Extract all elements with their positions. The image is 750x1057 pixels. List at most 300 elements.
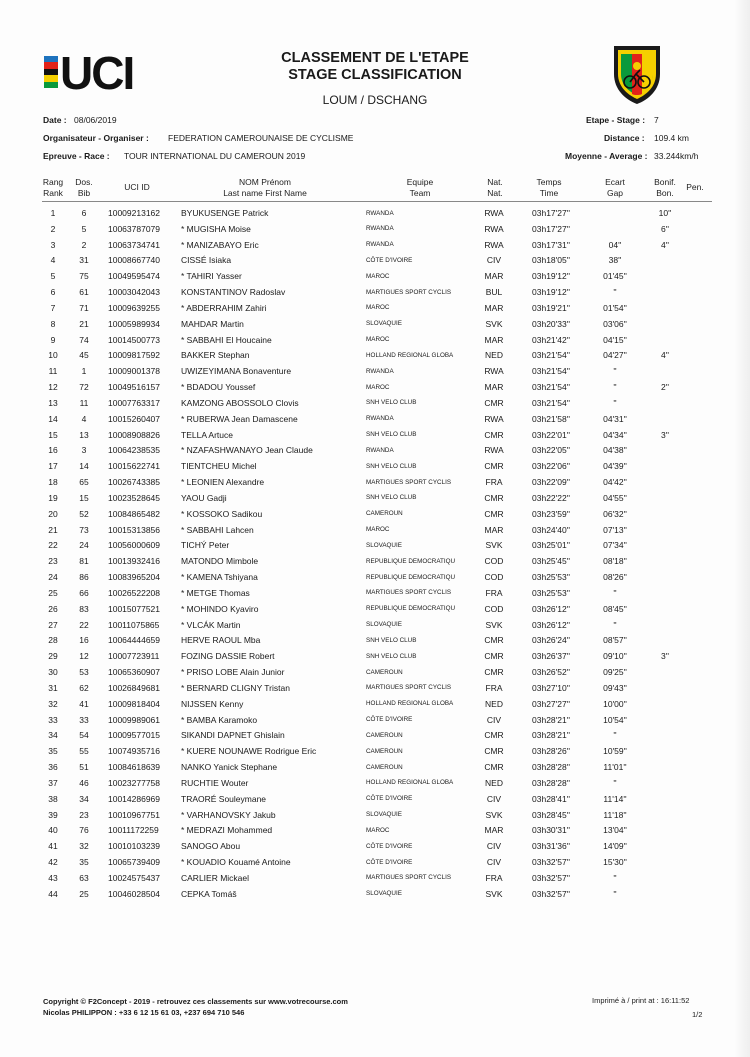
rider-name-cell: * KUERE NOUNAWE Rodrigue Eric <box>181 746 317 757</box>
time-cell: 03h22'01'' <box>532 429 570 440</box>
bib-cell: 81 <box>79 556 89 567</box>
time-cell: 03h22'22'' <box>532 492 570 503</box>
rank-cell: 2 <box>50 223 56 234</box>
time-cell: 03h17'27'' <box>532 208 570 218</box>
time-cell: 03h21'54'' <box>532 397 570 408</box>
gap-cell: 03'06'' <box>603 318 627 329</box>
time-cell: 03h27'10'' <box>532 682 570 693</box>
rider-name-cell: * RUBERWA Jean Damascene <box>181 413 298 424</box>
rank-cell: 3 <box>50 239 56 250</box>
rider-name-cell: RUCHTIE Wouter <box>181 777 249 788</box>
team-cell: SLOVAQUIE <box>366 811 402 819</box>
nationality-cell: RWA <box>484 208 504 218</box>
table-row <box>0 523 750 539</box>
time-cell: 03h18'05'' <box>532 255 570 266</box>
gap-cell: 07'34'' <box>603 540 627 551</box>
nationality-cell: MAR <box>484 271 504 282</box>
gap-cell: 10'59'' <box>603 746 627 757</box>
table-row <box>0 428 750 444</box>
team-cell: MAROC <box>366 383 390 391</box>
rank-cell: 32 <box>48 698 58 709</box>
organiser-label: Organisateur - Organiser : <box>43 133 149 143</box>
uci-id-cell: 10023277758 <box>108 777 161 788</box>
bib-cell: 41 <box>79 698 89 709</box>
nationality-cell: MAR <box>484 302 504 313</box>
team-cell: MARTIGUES SPORT CYCLIS <box>366 288 452 296</box>
table-row <box>0 206 750 222</box>
uci-logo-text: UCI <box>60 47 134 99</box>
bib-cell: 65 <box>79 477 89 488</box>
team-cell: MARTIGUES SPORT CYCLIS <box>366 874 452 882</box>
col-header-gap: Ecart Gap <box>605 177 625 198</box>
footer-page-number: 1/2 <box>692 1010 703 1019</box>
bib-cell: 75 <box>79 271 89 282</box>
uci-id-cell: 10008908826 <box>108 429 161 440</box>
nationality-cell: RWA <box>484 223 504 234</box>
nationality-cell: CIV <box>486 255 502 266</box>
gap-cell: 14'09'' <box>603 841 627 852</box>
nationality-cell: NED <box>485 698 503 709</box>
rank-cell: 13 <box>48 397 58 408</box>
table-row <box>0 855 750 871</box>
rider-name-cell: * MOHINDO Kyaviro <box>181 603 259 614</box>
table-row <box>0 697 750 713</box>
bib-cell: 23 <box>79 809 89 820</box>
table-row <box>0 475 750 491</box>
team-cell: CÔTE D'IVOIRE <box>366 842 413 850</box>
title-french: CLASSEMENT DE L'ETAPE <box>281 50 469 66</box>
uci-id-cell: 10014500773 <box>108 334 161 345</box>
bib-cell: 6 <box>81 208 87 218</box>
gap-cell: 01'54'' <box>603 302 627 313</box>
bib-cell: 72 <box>79 382 89 393</box>
bib-cell: 35 <box>79 857 89 868</box>
uci-id-cell: 10005989934 <box>108 318 161 329</box>
rank-cell: 5 <box>50 271 56 282</box>
uci-id-cell: 10024575437 <box>108 872 161 883</box>
gap-cell: 09'43'' <box>603 682 627 693</box>
table-row <box>0 412 750 428</box>
time-cell: 03h28'26'' <box>532 746 570 757</box>
uci-id-cell: 10049595474 <box>108 271 161 282</box>
nationality-cell: CMR <box>484 635 504 646</box>
rank-cell: 38 <box>48 793 58 804</box>
uci-id-cell: 10015313856 <box>108 524 161 535</box>
time-cell: 03h28'45'' <box>532 809 570 820</box>
nationality-cell: FRA <box>485 682 503 693</box>
time-cell: 03h21'54'' <box>532 382 570 393</box>
team-cell: CAMEROUN <box>366 763 403 771</box>
uci-logo <box>44 47 164 99</box>
table-row <box>0 602 750 618</box>
time-cell: 03h25'45'' <box>532 556 570 567</box>
header-divider <box>42 201 712 202</box>
table-row <box>0 443 750 459</box>
table-row <box>0 792 750 808</box>
gap-cell: '' <box>613 366 617 377</box>
team-cell: SNH VELO CLUB <box>366 399 417 407</box>
rider-name-cell: CEPKA Tomáš <box>181 888 237 899</box>
team-cell: CAMEROUN <box>366 731 403 739</box>
rank-cell: 14 <box>48 413 58 424</box>
bonus-cell: 4'' <box>661 239 669 250</box>
rider-name-cell: * SABBAHI El Houcaine <box>181 334 272 345</box>
table-row <box>0 760 750 776</box>
time-cell: 03h17'27'' <box>532 223 570 234</box>
team-cell: MAROC <box>366 336 390 344</box>
team-cell: MAROC <box>366 526 390 534</box>
uci-id-cell: 10003042043 <box>108 287 161 298</box>
uci-id-cell: 10015622741 <box>108 461 161 472</box>
nationality-cell: SVK <box>485 619 503 630</box>
time-cell: 03h28'21'' <box>532 730 570 741</box>
rider-name-cell: NANKO Yanick Stephane <box>181 762 278 773</box>
rank-cell: 15 <box>48 429 58 440</box>
title-english: STAGE CLASSIFICATION <box>288 67 462 83</box>
nationality-cell: CMR <box>484 746 504 757</box>
rank-cell: 27 <box>48 619 58 630</box>
rider-name-cell: TIENTCHEU Michel <box>181 461 257 472</box>
uci-id-cell: 10011075865 <box>108 619 160 630</box>
team-cell: REPUBLIQUE DEMOCRATIQU <box>366 573 456 581</box>
rider-name-cell: CARLIER Mickael <box>181 872 250 883</box>
uci-id-cell: 10065360907 <box>108 667 161 678</box>
table-row <box>0 618 750 634</box>
gap-cell: 04'34'' <box>603 429 627 440</box>
bib-cell: 74 <box>79 334 89 345</box>
uci-id-cell: 10064238535 <box>108 445 161 456</box>
table-row <box>0 491 750 507</box>
table-row <box>0 665 750 681</box>
time-cell: 03h22'09'' <box>532 477 570 488</box>
team-cell: SNH VELO CLUB <box>366 494 417 502</box>
gap-cell: 04'15'' <box>603 334 627 345</box>
rank-cell: 4 <box>50 255 56 266</box>
rider-name-cell: * METGE Thomas <box>181 587 250 598</box>
nationality-cell: SVK <box>485 888 503 899</box>
bib-cell: 16 <box>79 635 89 646</box>
bib-cell: 32 <box>79 841 89 852</box>
rank-cell: 17 <box>48 461 58 472</box>
gap-cell: 10'54'' <box>603 714 627 725</box>
bonus-cell: 3'' <box>661 651 669 662</box>
table-row <box>0 317 750 333</box>
table-row <box>0 649 750 665</box>
team-cell: RWANDA <box>366 446 394 454</box>
time-cell: 03h25'53'' <box>532 587 570 598</box>
rank-cell: 1 <box>50 208 56 218</box>
gap-cell: 08'57'' <box>603 635 627 646</box>
average-value: 33.244km/h <box>654 151 699 161</box>
rank-cell: 41 <box>48 841 58 852</box>
col-header-bonus: Bonif. Bon. <box>654 177 676 198</box>
bib-cell: 1 <box>81 366 87 377</box>
table-row <box>0 364 750 380</box>
bib-cell: 86 <box>79 572 89 583</box>
bib-cell: 66 <box>79 587 89 598</box>
rider-name-cell: KONSTANTINOV Radoslav <box>181 287 286 298</box>
gap-cell: '' <box>613 888 617 899</box>
nationality-cell: CMR <box>484 508 504 519</box>
rider-name-cell: HERVE RAOUL Mba <box>181 635 261 646</box>
time-cell: 03h17'31'' <box>532 239 570 250</box>
time-cell: 03h32'57'' <box>532 872 570 883</box>
bib-cell: 2 <box>81 239 87 250</box>
rider-name-cell: MAHDAR Martin <box>181 318 244 329</box>
nationality-cell: RWA <box>484 366 504 377</box>
uci-id-cell: 10063787079 <box>108 223 161 234</box>
nationality-cell: NED <box>485 777 503 788</box>
nationality-cell: CMR <box>484 429 504 440</box>
rider-name-cell: TICHÝ Peter <box>181 540 230 551</box>
rank-cell: 7 <box>50 302 56 313</box>
rider-name-cell: SIKANDI DAPNET Ghislain <box>181 730 285 741</box>
time-cell: 03h28'41'' <box>532 793 570 804</box>
uci-rainbow-stripes-icon <box>44 56 58 88</box>
table-row <box>0 776 750 792</box>
time-cell: 03h23'59'' <box>532 508 570 519</box>
rider-name-cell: CISSÉ Isiaka <box>181 255 232 266</box>
gap-cell: 09'10'' <box>603 651 627 662</box>
col-header-rank: Rang Rank <box>42 177 64 198</box>
team-cell: CAMEROUN <box>366 510 403 518</box>
nationality-cell: MAR <box>484 382 504 393</box>
gap-cell: 15'30'' <box>603 857 627 868</box>
gap-cell: 11'18'' <box>603 809 627 820</box>
time-cell: 03h28'28'' <box>532 762 570 773</box>
rider-name-cell: TELLA Artuce <box>181 429 233 440</box>
uci-id-cell: 10049516157 <box>108 382 161 393</box>
rider-name-cell: * MANIZABAYO Eric <box>181 239 259 250</box>
uci-id-cell: 10074935716 <box>108 746 161 757</box>
rider-name-cell: MATONDO Mimbole <box>181 556 259 567</box>
gap-cell: 09'25'' <box>603 667 627 678</box>
nationality-cell: MAR <box>484 334 504 345</box>
uci-id-cell: 10009213162 <box>108 208 161 218</box>
rider-name-cell: SANOGO Abou <box>181 841 241 852</box>
nationality-cell: COD <box>484 572 504 583</box>
team-cell: SLOVAQUIE <box>366 320 402 328</box>
bib-cell: 46 <box>79 777 89 788</box>
table-row <box>0 713 750 729</box>
bib-cell: 12 <box>79 651 89 662</box>
table-row <box>0 586 750 602</box>
team-cell: SNH VELO CLUB <box>366 636 417 644</box>
team-cell: HOLLAND REGIONAL GLOBA <box>366 700 454 708</box>
time-cell: 03h27'27'' <box>532 698 570 709</box>
nationality-cell: RWA <box>484 413 504 424</box>
uci-id-cell: 10014286969 <box>108 793 161 804</box>
nationality-cell: FRA <box>485 477 503 488</box>
time-cell: 03h28'28'' <box>532 777 570 788</box>
table-row <box>0 808 750 824</box>
nationality-cell: MAR <box>484 825 504 836</box>
nationality-cell: CIV <box>486 841 502 852</box>
bib-cell: 21 <box>79 318 89 329</box>
col-header-uci-id: UCI ID <box>124 182 150 192</box>
bib-cell: 55 <box>79 746 89 757</box>
nationality-cell: CMR <box>484 730 504 741</box>
team-cell: RWANDA <box>366 225 394 233</box>
nationality-cell: CIV <box>486 714 502 725</box>
time-cell: 03h26'37'' <box>532 651 570 662</box>
uci-id-cell: 10015260407 <box>108 413 161 424</box>
rider-name-cell: * MEDRAZI Mohammed <box>181 825 273 836</box>
rank-cell: 31 <box>48 682 58 693</box>
rank-cell: 20 <box>48 508 58 519</box>
rider-name-cell: KAMZONG ABOSSOLO Clovis <box>181 397 299 408</box>
rider-name-cell: * KOSSOKO Sadikou <box>181 508 263 519</box>
time-cell: 03h21'54'' <box>532 350 570 361</box>
uci-id-cell: 10007723911 <box>108 651 160 662</box>
footer-contact: Nicolas PHILIPPON : +33 6 12 15 61 03, +237 694 710 546 <box>43 1008 245 1017</box>
time-cell: 03h22'05'' <box>532 445 570 456</box>
bib-cell: 31 <box>79 255 89 266</box>
time-cell: 03h20'33'' <box>532 318 570 329</box>
rider-name-cell: * BERNARD CLIGNY Tristan <box>181 682 290 693</box>
uci-id-cell: 10007763317 <box>108 397 161 408</box>
rank-cell: 16 <box>48 445 58 456</box>
uci-id-cell: 10013932416 <box>108 556 161 567</box>
rank-cell: 11 <box>48 366 58 377</box>
time-cell: 03h26'12'' <box>532 619 570 630</box>
uci-id-cell: 10023528645 <box>108 492 161 503</box>
bonus-cell: 4'' <box>661 350 669 361</box>
bib-cell: 61 <box>79 287 89 298</box>
time-cell: 03h32'57'' <box>532 888 570 899</box>
team-cell: REPUBLIQUE DEMOCRATIQU <box>366 605 456 613</box>
gap-cell: 04'27'' <box>603 350 627 361</box>
team-cell: RWANDA <box>366 367 394 375</box>
gap-cell: 04'31'' <box>603 413 627 424</box>
table-row <box>0 570 750 586</box>
table-row <box>0 396 750 412</box>
rank-cell: 42 <box>48 857 58 868</box>
time-cell: 03h19'12'' <box>532 287 570 298</box>
uci-id-cell: 10008667740 <box>108 255 161 266</box>
bib-cell: 83 <box>79 603 89 614</box>
bib-cell: 15 <box>79 492 89 503</box>
rank-cell: 36 <box>48 762 58 773</box>
bib-cell: 25 <box>79 888 89 899</box>
uci-id-cell: 10046028504 <box>108 888 161 899</box>
rank-cell: 29 <box>48 651 58 662</box>
table-row <box>0 507 750 523</box>
team-cell: HOLLAND REGIONAL GLOBA <box>366 351 454 359</box>
table-row <box>0 222 750 238</box>
bib-cell: 63 <box>79 872 89 883</box>
rank-cell: 21 <box>48 524 58 535</box>
nationality-cell: CMR <box>484 397 504 408</box>
federation-crest-icon <box>604 40 670 106</box>
bib-cell: 52 <box>79 508 89 519</box>
rank-cell: 23 <box>48 556 58 567</box>
footer-copyright: Copyright © F2Concept - 2019 - retrouvez ces classements sur www.votrecourse.com <box>43 997 348 1006</box>
rider-name-cell: * KAMENA Tshiyana <box>181 572 258 583</box>
uci-id-cell: 10083965204 <box>108 572 161 583</box>
nationality-cell: BUL <box>485 287 503 298</box>
time-cell: 03h26'24'' <box>532 635 570 646</box>
col-header-nat: Nat. Nat. <box>487 177 503 198</box>
gap-cell: '' <box>613 777 617 788</box>
time-cell: 03h19'21'' <box>532 302 570 313</box>
bib-cell: 3 <box>81 445 87 456</box>
team-cell: RWANDA <box>366 241 394 249</box>
rank-cell: 43 <box>48 872 58 883</box>
team-cell: MARTIGUES SPORT CYCLIS <box>366 478 452 486</box>
uci-id-cell: 10056000609 <box>108 540 161 551</box>
rank-cell: 9 <box>50 334 56 345</box>
uci-id-cell: 10009577015 <box>108 730 161 741</box>
gap-cell: 04'38'' <box>603 445 627 456</box>
table-row <box>0 238 750 254</box>
uci-id-cell: 10084865482 <box>108 508 161 519</box>
time-cell: 03h26'52'' <box>532 667 570 678</box>
time-cell: 03h25'01'' <box>532 540 570 551</box>
rider-name-cell: BAKKER Stephan <box>181 350 250 361</box>
rider-name-cell: FOZING DASSIE Robert <box>181 651 275 662</box>
nationality-cell: CMR <box>484 461 504 472</box>
team-cell: CAMEROUN <box>366 668 403 676</box>
gap-cell: 38'' <box>608 255 622 266</box>
rider-name-cell: * BAMBA Karamoko <box>181 714 258 725</box>
rank-cell: 34 <box>48 730 58 741</box>
time-cell: 03h19'12'' <box>532 271 570 282</box>
bib-cell: 54 <box>79 730 89 741</box>
table-row <box>0 348 750 364</box>
team-cell: CÔTE D'IVOIRE <box>366 256 413 264</box>
uci-id-cell: 10026743385 <box>108 477 161 488</box>
table-row <box>0 728 750 744</box>
rank-cell: 26 <box>48 603 58 614</box>
bib-cell: 14 <box>79 461 89 472</box>
time-cell: 03h24'40'' <box>532 524 570 535</box>
uci-id-cell: 10009639255 <box>108 302 161 313</box>
rider-name-cell: * TAHIRI Yasser <box>181 271 242 282</box>
col-header-team: Equipe Team <box>406 177 434 198</box>
nationality-cell: SVK <box>485 809 503 820</box>
uci-id-cell: 10026522208 <box>108 587 161 598</box>
col-header-time: Temps Time <box>536 177 562 198</box>
nationality-cell: COD <box>484 556 504 567</box>
rider-name-cell: * SABBAHI Lahcen <box>181 524 254 535</box>
bib-cell: 34 <box>79 793 89 804</box>
table-row <box>0 285 750 301</box>
team-cell: RWANDA <box>366 415 394 423</box>
rank-cell: 35 <box>48 746 58 757</box>
nationality-cell: RWA <box>484 445 504 456</box>
rank-cell: 33 <box>48 714 58 725</box>
table-row <box>0 633 750 649</box>
col-header-penalty: Pen. <box>686 182 704 192</box>
average-label: Moyenne - Average : <box>565 151 648 161</box>
table-row <box>0 887 750 903</box>
time-cell: 03h28'21'' <box>532 714 570 725</box>
nationality-cell: CMR <box>484 762 504 773</box>
gap-cell: 07'13'' <box>603 524 627 535</box>
nationality-cell: CMR <box>484 667 504 678</box>
race-label: Epreuve - Race : <box>43 151 110 161</box>
date-label: Date : <box>43 115 67 125</box>
uci-id-cell: 10026849681 <box>108 682 161 693</box>
rider-name-cell: * NZAFASHWANAYO Jean Claude <box>181 445 313 456</box>
bib-cell: 53 <box>79 667 89 678</box>
table-row <box>0 269 750 285</box>
rider-name-cell: * LEONIEN Alexandre <box>181 477 265 488</box>
time-cell: 03h32'57'' <box>532 857 570 868</box>
rank-cell: 10 <box>48 350 58 361</box>
nationality-cell: FRA <box>485 872 503 883</box>
